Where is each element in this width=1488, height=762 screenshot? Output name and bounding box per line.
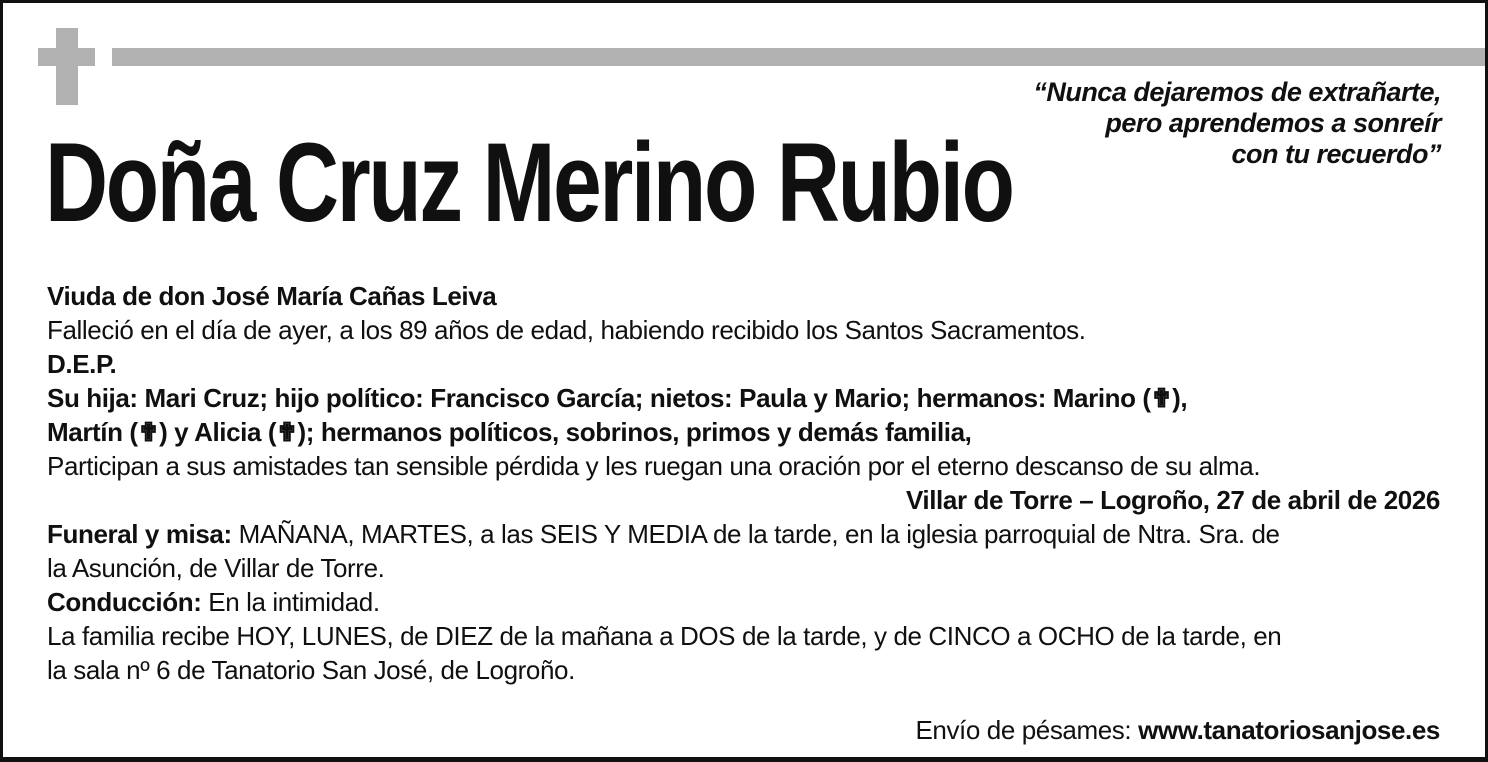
family-line-2: Martín (✟) y Alicia (✟); hermanos políticos, sobrinos, primos y demás familia, — [47, 417, 972, 447]
death-notice-line: Falleció en el día de ayer, a los 89 años de edad, habiendo recibido los Santos Sacramentos. — [47, 315, 1086, 345]
condolences-label: Envío de pésames: — [915, 715, 1139, 745]
condolences-website-link[interactable]: www.tanatoriosanjose.es — [1138, 715, 1440, 745]
deceased-name-text: Doña Cruz Merino Rubio — [45, 120, 1013, 245]
cross-horizontal-bar — [38, 48, 95, 66]
reception-line-1: La familia recibe HOY, LUNES, de DIEZ de la mañana a DOS de la tarde, y de CINCO a OCHO de la tarde, en — [47, 621, 1282, 651]
conduccion-label: Conducción: — [47, 587, 202, 617]
condolences-footer — [915, 713, 1440, 747]
deceased-name-title — [45, 120, 1286, 245]
quote-line-3: con tu recuerdo” — [1231, 139, 1441, 169]
reception-line-2: la sala nº 6 de Tanatorio San José, de Logroño. — [47, 655, 575, 685]
funeral-line-2: la Asunción, de Villar de Torre. — [47, 553, 385, 583]
header-rule — [112, 48, 1485, 66]
conduccion-line — [47, 585, 1440, 619]
relationship-line: Viuda de don José María Cañas Leiva — [47, 281, 497, 311]
participation-line: Participan a sus amistades tan sensible pérdida y les ruegan una oración por el eterno descanso de su alma. — [47, 451, 1261, 481]
funeral-line-1 — [47, 517, 1440, 551]
funeral-paragraph — [47, 517, 1440, 585]
reception-paragraph — [47, 619, 1440, 687]
obituary-body — [47, 279, 1440, 687]
quote-line-2: pero aprendemos a sonreír — [1105, 108, 1441, 138]
dep-line: D.E.P. — [47, 349, 117, 379]
quote-line-1: “Nunca dejaremos de extrañarte, — [1033, 77, 1441, 107]
funeral-label: Funeral y misa: — [47, 519, 232, 549]
funeral-line-1-text: MAÑANA, MARTES, a las SEIS Y MEDIA de la tarde, en la iglesia parroquial de Ntra. Sra. de — [231, 519, 1280, 549]
conduccion-text: En la intimidad. — [201, 587, 380, 617]
family-line-1: Su hija: Mari Cruz; hijo político: Francisco García; nietos: Paula y Mario; hermanos: Marino (✟), — [47, 383, 1188, 413]
cross-vertical-bar — [56, 28, 78, 105]
place-date-line: Villar de Torre – Logroño, 27 de abril de 2026 — [905, 485, 1440, 515]
family-paragraph — [47, 381, 1440, 449]
latin-cross-icon — [38, 28, 95, 105]
